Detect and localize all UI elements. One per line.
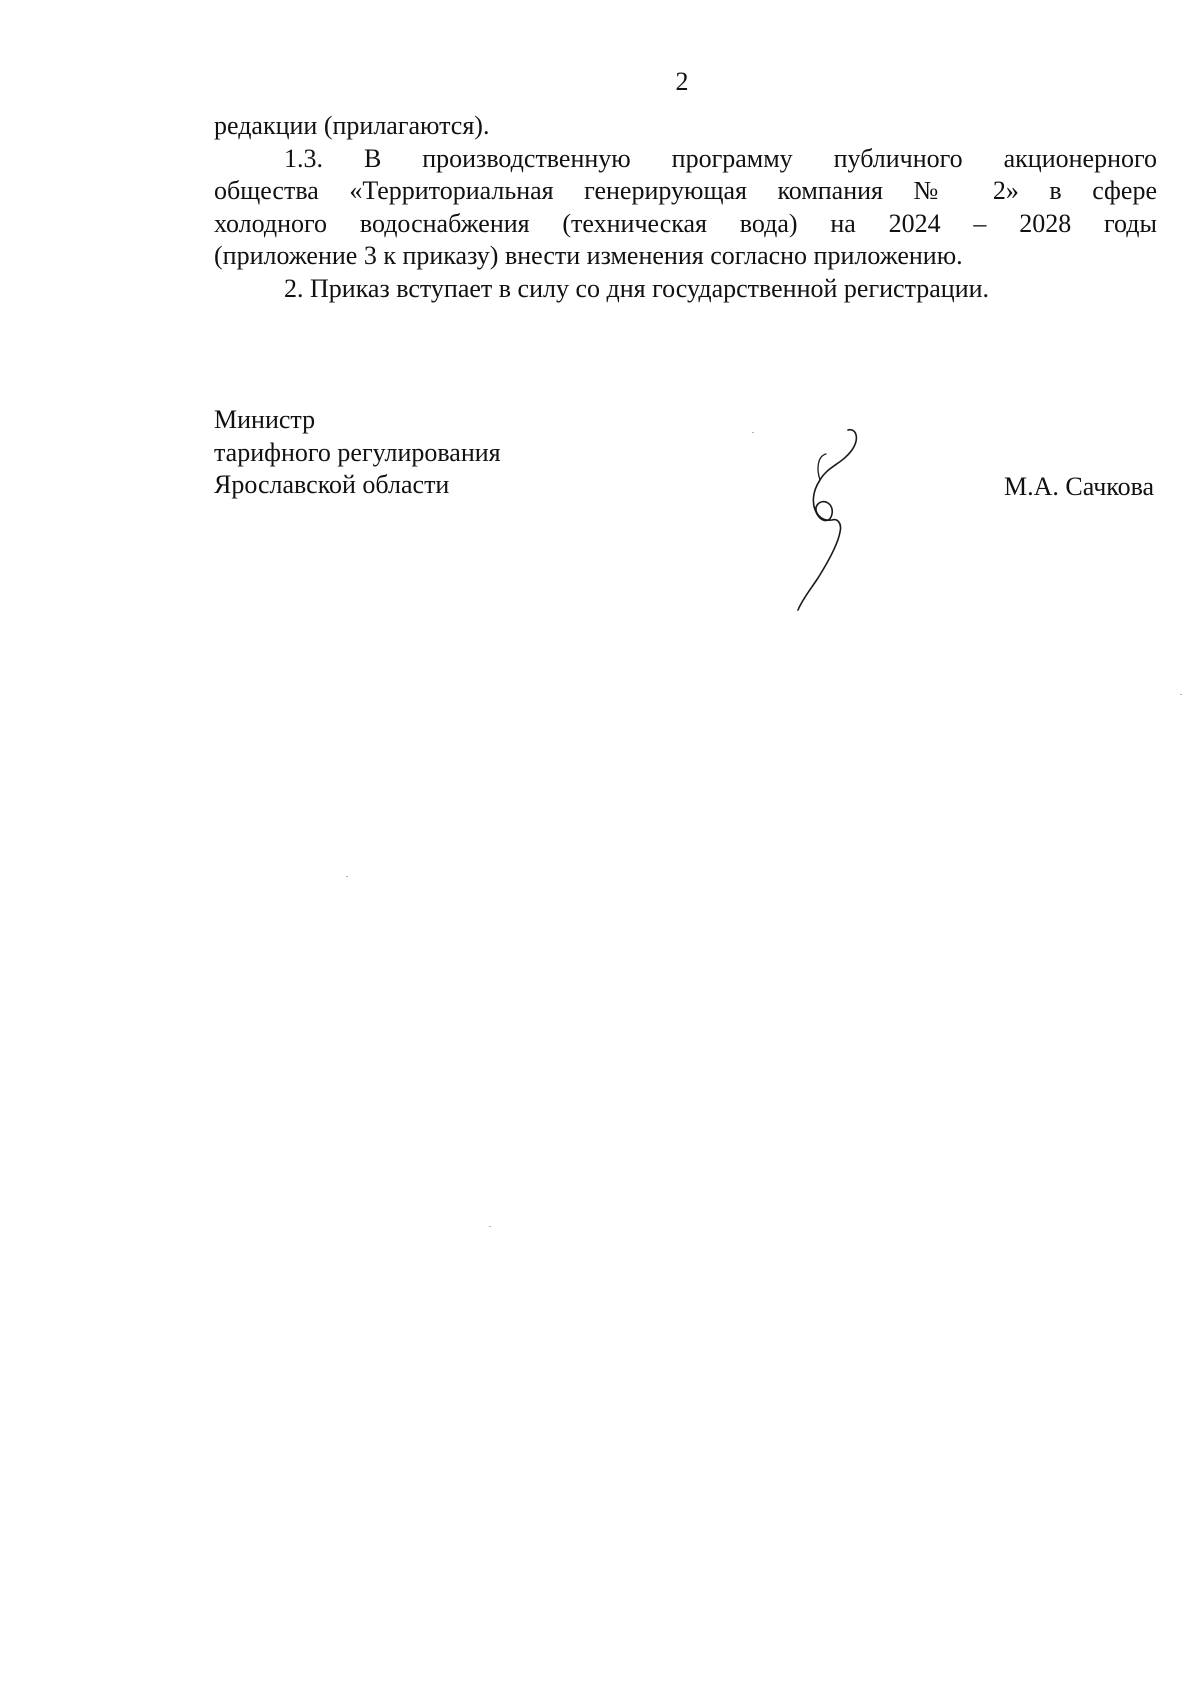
paragraph-1-3-line-1: 1.3. В производственную программу публичного акционерного xyxy=(284,143,1157,173)
text-line-continuation: редакции (прилагаются). xyxy=(214,111,490,140)
paragraph-1-3-line-4: (приложение 3 к приказу) внести изменения согласно приложению. xyxy=(214,241,963,270)
paragraph-1-3-line-2: общества «Территориальная генерирующая компания № 2» в сфере xyxy=(214,176,1157,205)
paragraph-2: 2. Приказ вступает в силу со дня государственной регистрации. xyxy=(284,273,990,303)
page-number: 2 xyxy=(675,67,689,96)
handwritten-signature-icon xyxy=(790,428,890,613)
signer-position xyxy=(214,404,501,502)
document-body xyxy=(214,110,1157,305)
paragraph-1-3-line-3: холодного водоснабжения (техническая вода) на 2024 – 2028 годы xyxy=(214,208,1157,238)
position-title: Министр xyxy=(214,405,316,434)
scan-speck xyxy=(346,876,348,877)
signer-name: М.А. Сачкова xyxy=(1004,472,1155,501)
scan-speck xyxy=(1180,694,1182,695)
position-region: Ярославской области xyxy=(214,470,450,499)
scan-speck xyxy=(489,1226,491,1227)
position-department: тарифного регулирования xyxy=(214,437,501,467)
scan-speck xyxy=(752,432,754,433)
